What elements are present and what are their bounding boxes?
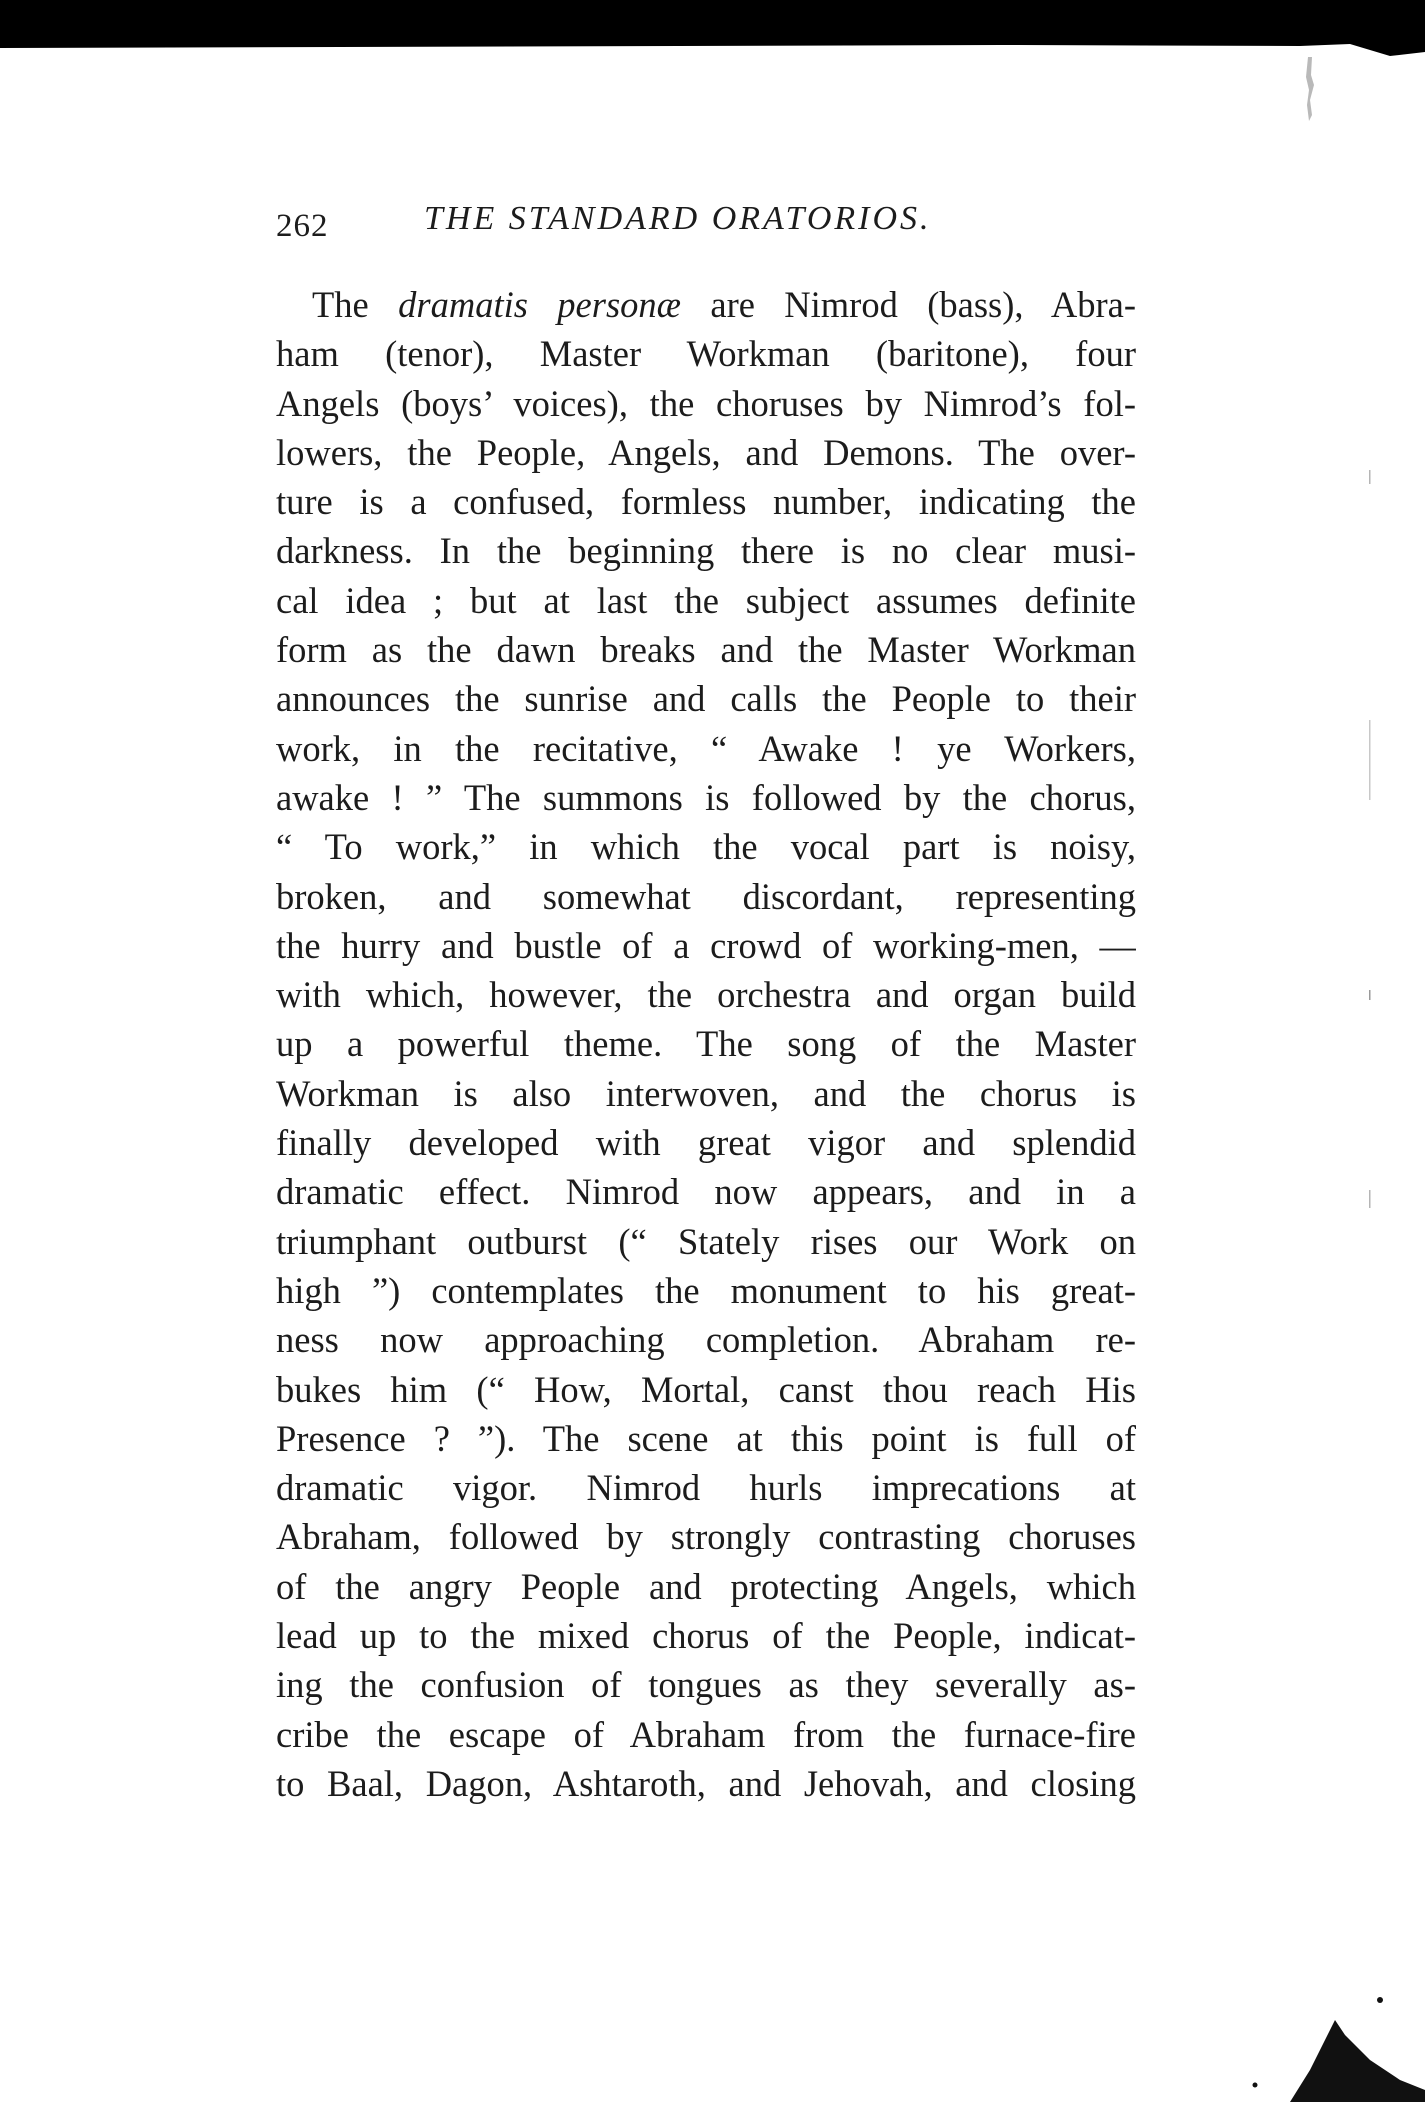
scan-speck-bottom-right (1230, 1980, 1425, 2102)
text-line: Abraham, followed by strongly contrasting choruses (276, 1516, 1136, 1558)
text-line: bukes him (“ How, Mortal, canst thou reach His (276, 1368, 1136, 1410)
text-line: awake ! ” The summons is followed by the chorus, (276, 776, 1136, 818)
text-line: dramatic vigor. Nimrod hurls imprecations at (276, 1467, 1136, 1509)
text-line: triumphant outburst (“ Stately rises our Work on (276, 1220, 1136, 1262)
text-line: Presence ? ”). The scene at this point is full of (276, 1417, 1136, 1459)
text-line: high ”) contemplates the monument to his great- (276, 1269, 1136, 1311)
text-line: dramatic effect. Nimrod now appears, and in a (276, 1171, 1136, 1213)
scan-speck-margin (1366, 470, 1374, 1210)
text-line: ture is a confused, formless number, indicating the (276, 481, 1136, 523)
text-line: to Baal, Dagon, Ashtaroth, and Jehovah, and closing (276, 1762, 1136, 1804)
text-line: ham (tenor), Master Workman (baritone), four (276, 333, 1136, 375)
text-line: Angels (boys’ voices), the choruses by Nimrod’s fol- (276, 382, 1136, 424)
text-run: are Nimrod (bass), Abra- (681, 284, 1136, 325)
running-header (276, 200, 1136, 256)
text-line: work, in the recitative, “ Awake ! ye Workers, (276, 727, 1136, 769)
text-line: ing the confusion of tongues as they severally as- (276, 1664, 1136, 1706)
text-line: finally developed with great vigor and splendid (276, 1122, 1136, 1164)
running-title: THE STANDARD ORATORIOS. (424, 200, 932, 237)
italic-phrase: dramatis personæ (398, 284, 681, 325)
text-run: The (312, 284, 399, 325)
scan-speck-top-right (1300, 55, 1320, 125)
text-line (276, 280, 1136, 329)
text-line: cribe the escape of Abraham from the furnace-fire (276, 1713, 1136, 1755)
text-line: up a powerful theme. The song of the Master (276, 1023, 1136, 1065)
text-line: darkness. In the beginning there is no clear musi- (276, 530, 1136, 572)
text-line: of the angry People and protecting Angels, which (276, 1565, 1136, 1607)
text-line: broken, and somewhat discordant, representing (276, 875, 1136, 917)
page-number: 262 (276, 208, 329, 244)
text-line: cal idea ; but at last the subject assumes definite (276, 579, 1136, 621)
text-line: “ To work,” in which the vocal part is noisy, (276, 826, 1136, 868)
text-line: lead up to the mixed chorus of the People, indicat- (276, 1615, 1136, 1657)
text-line: announces the sunrise and calls the People to their (276, 678, 1136, 720)
text-line: Workman is also interwoven, and the chorus is (276, 1072, 1136, 1114)
text-line: ness now approaching completion. Abraham re- (276, 1319, 1136, 1361)
scan-top-border (0, 0, 1425, 60)
text-line: form as the dawn breaks and the Master Workman (276, 629, 1136, 671)
text-line: with which, however, the orchestra and organ build (276, 974, 1136, 1016)
body-paragraph (276, 280, 1136, 1808)
text-line: lowers, the People, Angels, and Demons. The over- (276, 431, 1136, 473)
text-line: the hurry and bustle of a crowd of working-men, — (276, 924, 1136, 966)
